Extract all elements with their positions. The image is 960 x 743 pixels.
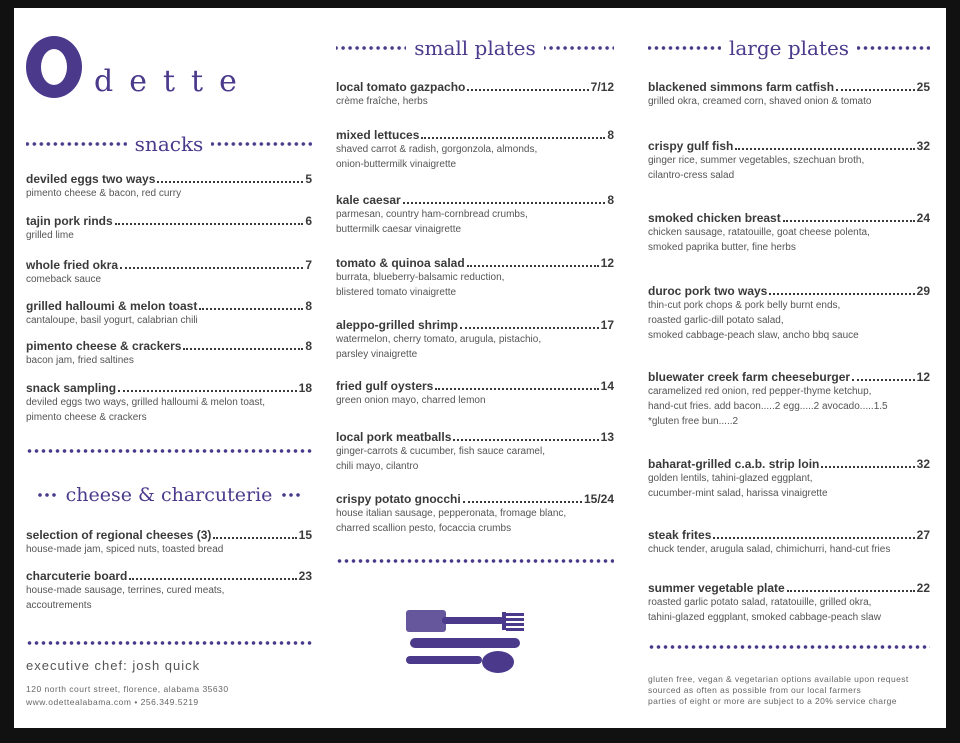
menu-item-description: smoked cabbage-peach slaw, ancho bbq sauce [648,330,859,341]
address: 120 north court street, florence, alabama 35630 [26,684,229,694]
menu-item-price: 15/24 [583,492,614,506]
menu-item-description: roasted garlic potato salad, ratatouille, grilled okra, [648,597,872,608]
menu-item-price: 8 [305,339,312,353]
menu-item-name: grilled halloumi & melon toast [26,299,198,313]
menu-item [336,80,614,109]
dot-leader [435,388,598,390]
menu-item-description: chicken sausage, ratatouille, goat cheese polenta, [648,227,870,238]
menu-item-name: crispy gulf fish [648,139,734,153]
dotted-rule [544,45,614,51]
column-large-plates [648,8,930,728]
menu-item-title-row [336,379,614,393]
menu-item-description: ginger rice, summer vegetables, szechuan broth, [648,155,865,166]
menu-item [336,492,614,536]
menu-item [26,172,312,201]
utensils-illustration [402,602,532,684]
menu-item-description: green onion mayo, charred lemon [336,395,486,406]
menu-item [336,379,614,408]
dotted-rule [36,492,58,498]
menu-item-description: shaved carrot & radish, gorgonzola, almonds, [336,144,538,155]
dotted-rule [26,141,127,147]
menu-item-title-row [26,569,312,583]
menu-item-description: house-made sausage, terrines, cured meats, [26,585,225,596]
menu-item-price: 14 [600,379,614,393]
menu-item-description: chili mayo, cilantro [336,461,419,472]
menu-item-title-row [648,80,930,94]
menu-item-price: 7 [305,258,312,272]
cheese-header [26,484,312,506]
menu-item [336,193,614,237]
dot-leader [129,578,296,580]
menu-item-description: blistered tomato vinaigrette [336,287,457,298]
menu-item-title-row [26,172,312,186]
menu-item [26,569,312,613]
dot-leader [463,501,582,503]
menu-item-name: kale caesar [336,193,401,207]
large-plates-header [648,36,930,60]
menu-item-description: pimento cheese & crackers [26,412,147,423]
dot-leader [183,348,303,350]
menu-item [336,430,614,474]
menu-item-title-row [336,256,614,270]
small-plates-header [336,36,614,60]
menu-item-description: deviled eggs two ways, grilled halloumi & melon toast, [26,397,266,408]
menu-item-price: 6 [305,214,312,228]
menu-item-description: caramelized red onion, red pepper-thyme ketchup, [648,386,872,397]
menu-item-description: cilantro-cress salad [648,170,735,181]
menu-item-description: grilled lime [26,230,74,241]
menu-item [648,528,930,557]
menu-item-title-row [336,128,614,142]
note-sourcing: sourced as often as possible from our local farmers [648,685,862,695]
menu-item-title-row [336,80,614,94]
menu-item [26,299,312,328]
menu-item-name: snack sampling [26,381,117,395]
dot-leader [199,308,303,310]
menu-item-title-row [648,139,930,153]
menu-item [26,339,312,368]
dotted-rule [211,141,312,147]
dotted-rule [26,640,312,646]
menu-item-name: tomato & quinoa salad [336,256,465,270]
menu-item-name: aleppo-grilled shrimp [336,318,459,332]
dot-leader [118,390,297,392]
dot-leader [467,265,599,267]
menu-item-name: smoked chicken breast [648,211,781,225]
menu-item-name: steak frites [648,528,712,542]
dot-leader [115,223,304,225]
menu-item-title-row [26,528,312,542]
dotted-rule [648,644,930,650]
logo-wordmark: dette [94,64,253,99]
menu-item-title-row [26,381,312,395]
menu-item-name: fried gulf oysters [336,379,434,393]
dot-leader [421,137,605,139]
menu-item-name: local tomato gazpacho [336,80,466,94]
menu-item-description: house-made jam, spiced nuts, toasted bread [26,544,224,555]
menu-item-title-row [26,258,312,272]
menu-item-name: local pork meatballs [336,430,452,444]
menu-item-price: 32 [916,139,930,153]
menu-item-description: roasted garlic-dill potato salad, [648,315,784,326]
menu-item-description: tahini-glazed eggplant, smoked cabbage-peach slaw [648,612,881,623]
snacks-header [26,132,312,156]
menu-item [648,581,930,625]
menu-item-price: 24 [916,211,930,225]
menu-item [648,211,930,255]
menu-item-description: charred scallion pesto, focaccia crumbs [336,523,512,534]
menu-item-price: 8 [607,128,614,142]
dot-leader [821,466,914,468]
menu-item-title-row [648,457,930,471]
dot-leader [713,537,914,539]
menu-item [648,139,930,183]
menu-item-name: tajin pork rinds [26,214,113,228]
menu-item-description: thin-cut pork chops & pork belly burnt ends, [648,300,841,311]
dot-leader [787,590,915,592]
menu-item-name: crispy potato gnocchi [336,492,461,506]
dot-leader [157,181,303,183]
dot-leader [836,89,915,91]
menu-item-description: golden lentils, tahini-glazed eggplant, [648,473,813,484]
menu-item-name: deviled eggs two ways [26,172,156,186]
section-title: snacks [134,132,204,156]
menu-item [336,128,614,172]
menu-item-name: bluewater creek farm cheeseburger [648,370,851,384]
menu-item-description: parsley vinaigrette [336,349,418,360]
dot-leader [213,537,296,539]
menu-item-description: pimento cheese & bacon, red curry [26,188,182,199]
menu-item-description: parmesan, country ham-cornbread crumbs, [336,209,528,220]
menu-item-description: onion-buttermilk vinaigrette [336,159,457,170]
menu-item [336,318,614,362]
menu-item [648,370,930,429]
menu-item-name: baharat-grilled c.a.b. strip loin [648,457,820,471]
menu-item-description: cantaloupe, basil yogurt, calabrian chili [26,315,198,326]
menu-item [648,80,930,109]
menu-item-price: 8 [305,299,312,313]
dot-leader [769,293,914,295]
menu-item-name: charcuterie board [26,569,128,583]
menu-item-name: summer vegetable plate [648,581,785,595]
menu-item-price: 32 [916,457,930,471]
menu-item-title-row [336,193,614,207]
dot-leader [852,379,915,381]
dotted-rule [857,45,930,51]
menu-item-name: blackened simmons farm catfish [648,80,835,94]
menu-item [336,256,614,300]
menu-item-description: *gluten free bun.....2 [648,416,739,427]
dot-leader [120,267,303,269]
menu-item-price: 12 [600,256,614,270]
menu-item-description: house italian sausage, pepperonata, fromage blanc, [336,508,567,519]
menu-item-price: 8 [607,193,614,207]
menu-item-description: grilled okra, creamed corn, shaved onion & tomato [648,96,872,107]
menu-item-description: cucumber-mint salad, harissa vinaigrette [648,488,828,499]
menu-item-price: 7/12 [590,80,614,94]
menu-item-price: 22 [916,581,930,595]
menu-item-description: buttermilk caesar vinaigrette [336,224,462,235]
menu-item-price: 12 [916,370,930,384]
menu-item-price: 27 [916,528,930,542]
menu-item-name: duroc pork two ways [648,284,768,298]
dot-leader [467,89,588,91]
section-title: small plates [414,36,536,60]
dotted-rule [336,558,614,564]
menu-item-title-row [336,492,614,506]
menu-item-price: 17 [600,318,614,332]
menu-item [26,381,312,425]
menu-item-name: whole fried okra [26,258,119,272]
dot-leader [403,202,606,204]
section-title: large plates [728,36,850,60]
note-dietary: gluten free, vegan & vegetarian options available upon request [648,674,909,684]
menu-item-title-row [648,370,930,384]
menu-item-name: pimento cheese & crackers [26,339,182,353]
column-snacks-cheese [26,8,312,728]
menu-item-description: watermelon, cherry tomato, arugula, pistachio, [336,334,542,345]
menu-page [14,8,946,728]
dot-leader [735,148,914,150]
menu-item-price: 29 [916,284,930,298]
menu-item-description: bacon jam, fried saltines [26,355,134,366]
menu-item-title-row [336,430,614,444]
menu-item [26,258,312,287]
menu-item-description: hand-cut fries. add bacon.....2 egg.....2 avocado.....1.5 [648,401,888,412]
menu-item [648,457,930,501]
menu-item-price: 23 [298,569,312,583]
dotted-rule [648,45,721,51]
menu-item-name: mixed lettuces [336,128,420,142]
dotted-rule [280,492,302,498]
dotted-rule [336,45,406,51]
note-service-charge: parties of eight or more are subject to a 20% service charge [648,696,897,706]
menu-item [26,214,312,243]
dotted-rule [26,448,312,454]
menu-item-description: crème fraîche, herbs [336,96,428,107]
menu-item-price: 18 [298,381,312,395]
menu-item-price: 5 [305,172,312,186]
website-phone: www.odettealabama.com • 256.349.5219 [26,697,199,707]
menu-item-title-row [648,211,930,225]
menu-item-description: comeback sauce [26,274,102,285]
menu-item-title-row [26,339,312,353]
menu-item-description: burrata, blueberry-balsamic reduction, [336,272,505,283]
menu-item-description: chuck tender, arugula salad, chimichurri, hand-cut fries [648,544,891,555]
dot-leader [453,439,598,441]
executive-chef: executive chef: josh quick [26,658,201,673]
dot-leader [460,327,599,329]
menu-item-title-row [648,284,930,298]
menu-item-price: 13 [600,430,614,444]
menu-item-price: 25 [916,80,930,94]
menu-item-description: ginger-carrots & cucumber, fish sauce caramel, [336,446,545,457]
menu-item-title-row [648,528,930,542]
menu-item [26,528,312,557]
menu-item-title-row [26,214,312,228]
menu-item-price: 15 [298,528,312,542]
section-title: cheese & charcuterie [65,484,273,506]
menu-item-description: accoutrements [26,600,92,611]
menu-item [648,284,930,343]
menu-item-description: smoked paprika butter, fine herbs [648,242,796,253]
menu-item-title-row [26,299,312,313]
menu-item-title-row [648,581,930,595]
menu-item-title-row [336,318,614,332]
dot-leader [783,220,915,222]
menu-item-name: selection of regional cheeses (3) [26,528,212,542]
